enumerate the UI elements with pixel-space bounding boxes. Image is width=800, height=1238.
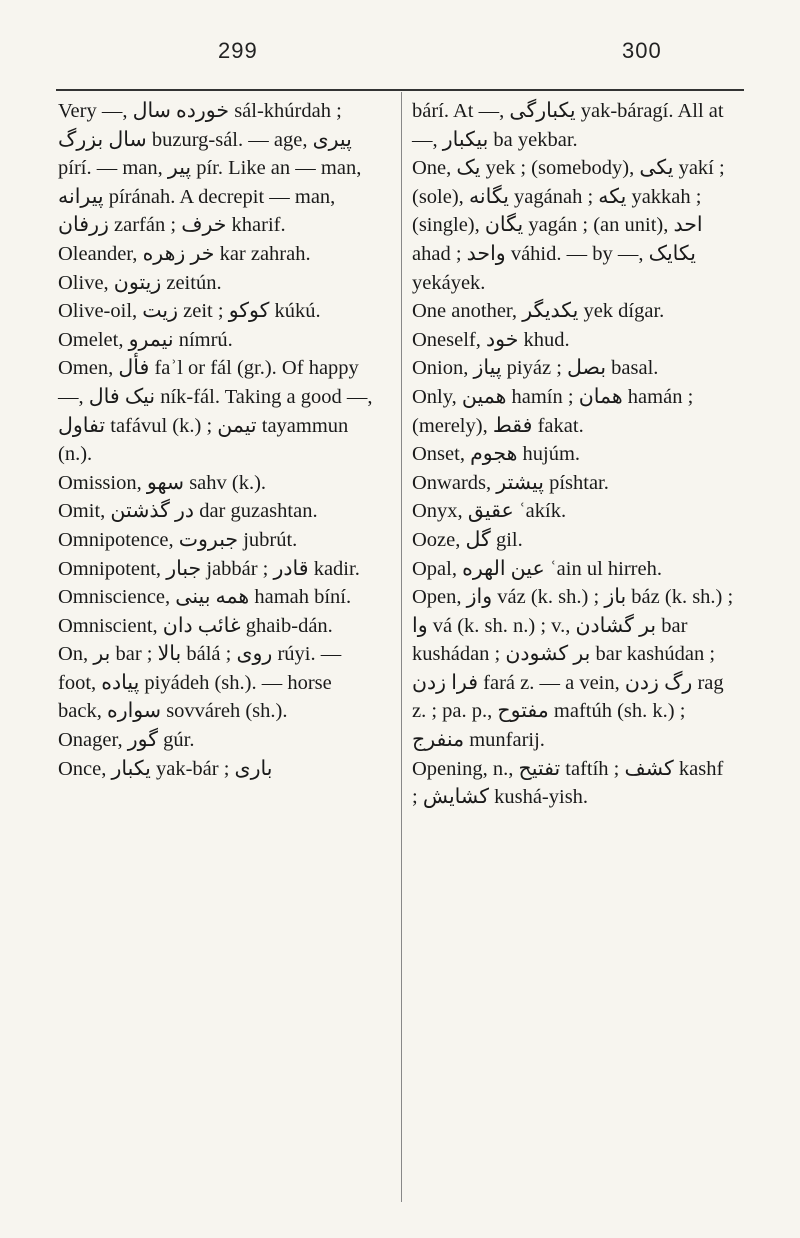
entry-onyx: Onyx, عقیق ʿakík. bbox=[412, 500, 567, 523]
entry-only: Only, همین hamín ; همان hamán ; (merely), فقط fakat. bbox=[412, 385, 694, 437]
entry-on: On, بر bar ; بالا bálá ; روی rúyi. — foot, پیاده piyádeh (sh.). — horse back, سواره sovváreh (sh.). bbox=[58, 643, 342, 723]
entry-omen: Omen, فأل faʾl or fál (gr.). Of happy —, نیک فال ník-fál. Taking a good —, تفاول tafávul (k.) ; تیمن tayammun (n.). bbox=[58, 357, 373, 466]
entry-onager: Onager, گور gúr. bbox=[58, 729, 195, 752]
entry-olive: Olive, زیتون zeitún. bbox=[58, 271, 222, 294]
entry-olive-oil: Olive-oil, زیت zeit ; کوکو kúkú. bbox=[58, 300, 321, 323]
entry-opal: Opal, عين الهره ʿain ul hirreh. bbox=[412, 557, 662, 580]
entry-omniscient: Omniscient, غائب دان ghaib-dán. bbox=[58, 614, 333, 637]
entry-onset: Onset, هجوم hujúm. bbox=[412, 443, 581, 466]
entry-very: Very —, خورده سال sál-khúrdah ; سال بزرگ buzurg-sál. — age, پیری pírí. — man, پیر pír. Like an — man, پیرانه píránah. A decrepit — man, زرفان zarfán ; خرف kharif. bbox=[58, 100, 362, 237]
page-number-right: 300 bbox=[622, 38, 662, 63]
entry-oleander: Oleander, خر زهره kar zahrah. bbox=[58, 242, 311, 265]
entry-omission: Omission, سهو sahv (k.). bbox=[58, 471, 267, 494]
right-column bbox=[412, 97, 734, 812]
entry-one-another: One another, یکدیگر yek dígar. bbox=[412, 300, 665, 323]
entry-onion: Onion, پیاز piyáz ; بصل basal. bbox=[412, 357, 659, 380]
entry-omniscience: Omniscience, همه بینی hamah bíní. bbox=[58, 586, 352, 609]
entry-opening: Opening, n., تفتیح taftíh ; کشف kashf ; کشایش kushá-yish. bbox=[412, 757, 724, 809]
column-divider bbox=[401, 92, 402, 1202]
entry-once-continued: bárí. At —, یکبارگی yak-báragí. All at —, بیکبار ba yekbar. bbox=[412, 100, 724, 151]
entry-one: One, یک yek ; (somebody), یکی yakí ; (sole), یگانه yagánah ; یکه yakkah ; (single), یگان yagán ; (an unit), احد ahad ; واحد váhid. — by —, یکایک yekáyek. bbox=[412, 157, 725, 294]
entry-omnipotence: Omnipotence, جبروت jubrút. bbox=[58, 528, 298, 551]
entry-ooze: Ooze, گل gil. bbox=[412, 528, 523, 551]
entry-open: Open, واز váz (k. sh.) ; باز báz (k. sh.) ; وا vá (k. sh. n.) ; v., بر گشادن bar kushádan ; بر کشودن bar kashúdan ; فرا زدن fará z. — a vein, رگ زدن rag z. ; pa. p., مفتوح maftúh (sh. k.) ; منفرج munfarij. bbox=[412, 586, 734, 752]
entry-omit: Omit, در گذشتن dar guzashtan. bbox=[58, 500, 318, 523]
left-column bbox=[58, 97, 380, 783]
entry-omelet: Omelet, نیمرو nímrú. bbox=[58, 328, 233, 351]
page-number-left: 299 bbox=[218, 38, 258, 63]
entry-omnipotent: Omnipotent, جبار jabbár ; قادر kadir. bbox=[58, 557, 360, 580]
entry-oneself: Oneself, خود khud. bbox=[412, 328, 570, 351]
entry-onwards: Onwards, پیشتر píshtar. bbox=[412, 471, 609, 494]
entry-once: Once, یکبار yak-bár ; باری bbox=[58, 757, 273, 780]
header-rule bbox=[56, 89, 744, 91]
